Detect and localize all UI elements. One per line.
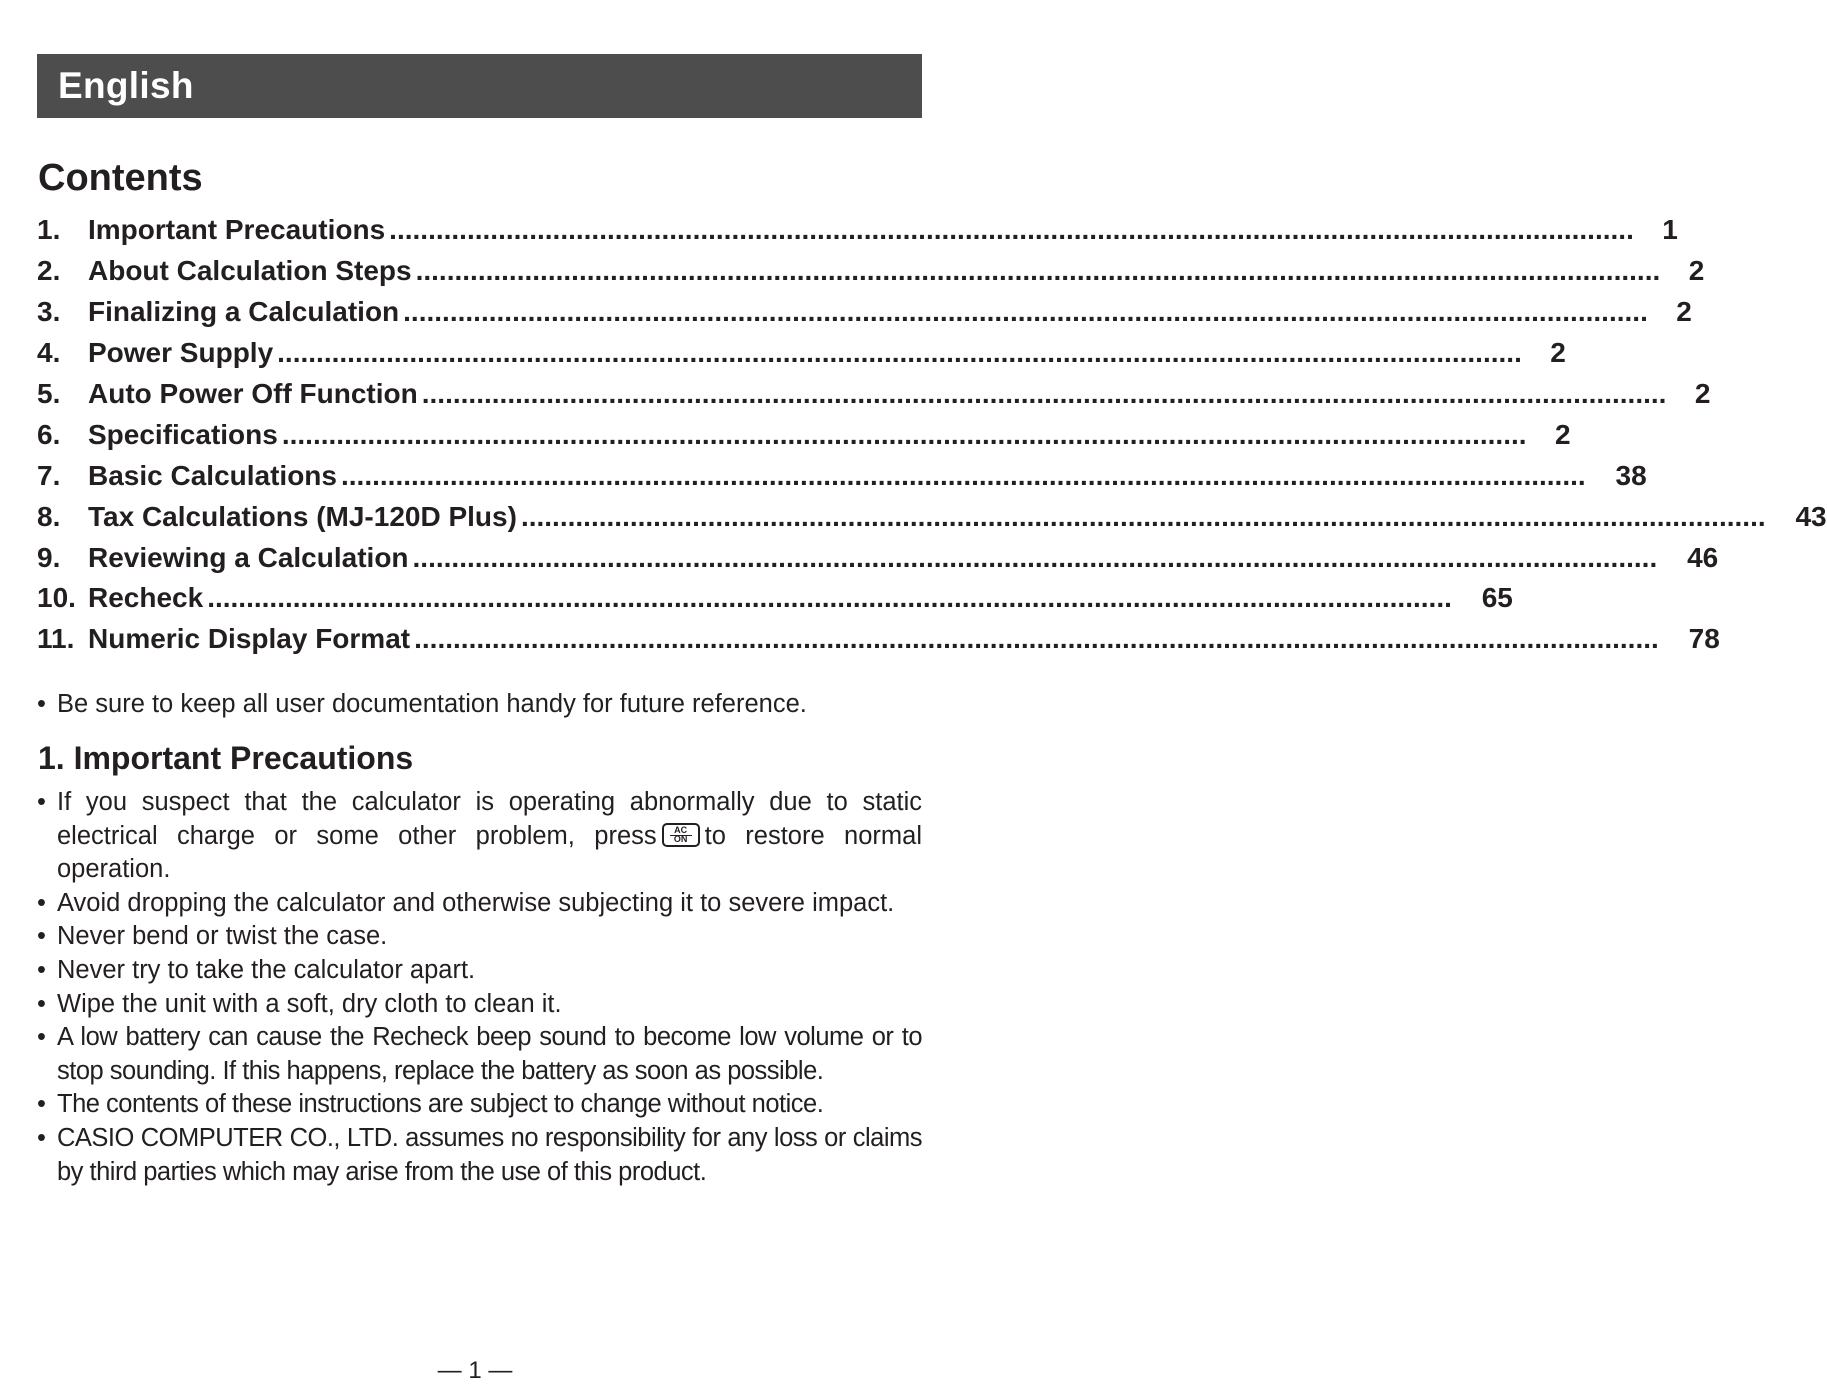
- toc-row[interactable]: [37, 414, 1571, 455]
- toc-leader-dots: ................................................................................................................................................................: [520, 500, 1766, 532]
- toc-title: Power Supply: [88, 337, 274, 369]
- toc-leader-dots: ................................................................................................................................................................: [421, 378, 1667, 409]
- toc-number: 9.: [37, 541, 61, 573]
- toc-row[interactable]: [37, 251, 1705, 292]
- toc-title: Finalizing a Calculation: [88, 296, 400, 328]
- toc-number: 1.: [37, 214, 61, 246]
- toc-row[interactable]: [37, 333, 1566, 374]
- precautions-list: [37, 786, 922, 1189]
- toc-title: Important Precautions: [88, 214, 386, 246]
- toc-number: 7.: [37, 459, 61, 491]
- toc-title: Basic Calculations: [88, 459, 337, 491]
- language-header-bar: [37, 54, 922, 118]
- toc-title: Tax Calculations (MJ-120D Plus): [88, 500, 517, 532]
- toc-row[interactable]: [37, 578, 1513, 619]
- precaution-item: • Never bend or twist the case.: [37, 920, 922, 954]
- precaution-item: • Never try to take the calculator apart.: [37, 954, 922, 988]
- precaution-item: • The contents of these instructions are subject to change without notice.: [37, 1088, 922, 1122]
- toc-page: 46: [1687, 541, 1719, 573]
- precaution-item: [37, 786, 922, 887]
- precaution-item: • CASIO COMPUTER CO., LTD. assumes no responsibility for any loss or claims by third parties which may arise from the use of this product.: [37, 1122, 922, 1189]
- toc-page: 2: [1694, 378, 1711, 409]
- toc-page: 2: [1554, 418, 1571, 450]
- toc-row[interactable]: [37, 292, 1692, 333]
- toc-number: 8.: [37, 500, 61, 532]
- toc-number: 5.: [37, 378, 61, 409]
- ac-on-key-icon: [662, 823, 700, 847]
- contents-title: Contents: [38, 157, 203, 199]
- documentation-note-text: Be sure to keep all user documentation handy for future reference.: [57, 690, 807, 718]
- toc-number: 10.: [37, 582, 76, 614]
- toc-leader-dots: ................................................................................................................................................................: [412, 541, 1658, 573]
- toc-row[interactable]: [37, 619, 1720, 660]
- toc-number: 4.: [37, 337, 61, 369]
- precaution-text-before-key: If you suspect that the calculator is operating abnormally due to static electrical charge or some other problem, press: [57, 788, 922, 850]
- documentation-note: [37, 688, 941, 722]
- toc-leader-dots: ................................................................................................................................................................: [207, 582, 1452, 614]
- toc-row[interactable]: [37, 537, 1719, 578]
- toc-leader-dots: ................................................................................................................................................................: [415, 255, 1661, 287]
- toc-number: 11.: [37, 623, 75, 655]
- toc-title: Recheck: [88, 582, 204, 614]
- toc-leader-dots: ................................................................................................................................................................: [414, 623, 1659, 655]
- toc-page: 2: [1688, 255, 1705, 287]
- toc-leader-dots: ................................................................................................................................................................: [340, 459, 1586, 491]
- toc-title: Numeric Display Format: [88, 623, 411, 655]
- precaution-item: • A low battery can cause the Recheck beep sound to become low volume or to stop sounding. If this happens, replace the battery as soon as possible.: [37, 1021, 922, 1088]
- toc-leader-dots: ................................................................................................................................................................: [277, 337, 1522, 369]
- toc-page: 38: [1615, 459, 1647, 491]
- toc-row[interactable]: [37, 455, 1647, 496]
- key-label-bottom: ON: [673, 833, 688, 844]
- toc-row[interactable]: [37, 374, 1711, 415]
- key-label-top: AC: [674, 824, 688, 835]
- toc-row[interactable]: [37, 210, 1678, 251]
- toc-number: 2.: [37, 255, 61, 287]
- section-title-important-precautions: 1. Important Precautions: [38, 740, 414, 776]
- toc-leader-dots: ................................................................................................................................................................: [403, 296, 1648, 328]
- precaution-text-after-key: to restore normal operation.: [57, 821, 922, 884]
- precaution-item: • Avoid dropping the calculator and otherwise subjecting it to severe impact.: [37, 887, 922, 921]
- toc-page: 65: [1481, 582, 1513, 614]
- toc-title: Reviewing a Calculation: [88, 541, 409, 573]
- toc-title: About Calculation Steps: [88, 255, 412, 287]
- toc-page: 2: [1550, 337, 1566, 369]
- page-number: — 1 —: [437, 1357, 513, 1384]
- toc-page: 1: [1662, 214, 1678, 246]
- table-of-contents: [37, 210, 1827, 660]
- toc-page: 2: [1676, 296, 1692, 328]
- toc-number: 3.: [37, 296, 61, 328]
- toc-leader-dots: ................................................................................................................................................................: [281, 418, 1527, 450]
- toc-page: 78: [1688, 623, 1720, 655]
- toc-leader-dots: ................................................................................................................................................................: [389, 214, 1634, 246]
- precaution-item: • Wipe the unit with a soft, dry cloth to clean it.: [37, 988, 922, 1022]
- toc-row[interactable]: [37, 496, 1827, 537]
- toc-number: 6.: [37, 418, 61, 450]
- toc-title: Specifications: [88, 418, 278, 450]
- toc-page: 43: [1795, 500, 1827, 532]
- language-label: English: [58, 65, 194, 106]
- toc-title: Auto Power Off Function: [88, 378, 418, 409]
